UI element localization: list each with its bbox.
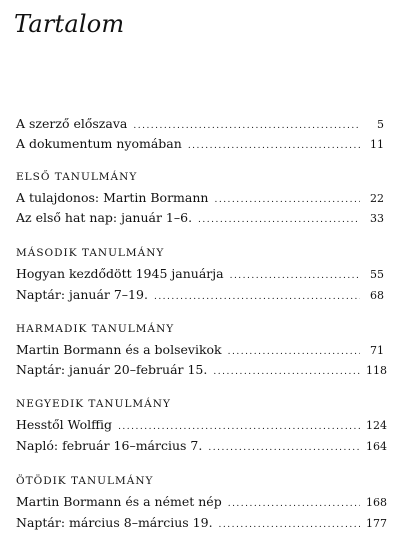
toc-entry-label: A tulajdonos: Martin Bormann [16, 190, 209, 205]
dot-leader [228, 499, 360, 509]
dot-leader [228, 347, 360, 357]
toc-entry-page: 5 [377, 118, 384, 131]
dot-leader [208, 443, 360, 453]
toc-entry [16, 494, 387, 510]
toc-entry-label: Martin Bormann és a bolsevikok [16, 342, 222, 357]
toc-entry-page: 118 [366, 364, 387, 377]
toc-entry-label: Hesstől Wolffig [16, 417, 113, 432]
toc-entry-label: Martin Bormann és a német nép [16, 494, 222, 509]
toc-entry [16, 438, 387, 454]
toc-entry-page: 168 [366, 496, 387, 509]
section-heading-5: ÖTÖDIK TANULMÁNY [16, 475, 154, 487]
toc-entry-page: 22 [370, 192, 384, 205]
dot-leader [118, 422, 360, 432]
page-title: Tartalom [14, 10, 125, 38]
toc-entry-label: A szerző előszava [16, 116, 128, 131]
toc-entry-label: A dokumentum nyomában [16, 136, 182, 151]
toc-entry [16, 515, 387, 531]
toc-entry [16, 342, 384, 358]
dot-leader [133, 121, 360, 131]
section-heading-4: NEGYEDIK TANULMÁNY [16, 398, 171, 410]
toc-entry-page: 68 [370, 289, 384, 302]
toc-entry [16, 362, 387, 378]
toc-entry-page: 177 [366, 517, 387, 530]
toc-entry-label: Az első hat nap: január 1–6. [16, 210, 193, 225]
toc-entry-label: Napló: február 16–március 7. [16, 438, 203, 453]
dot-leader [213, 367, 360, 377]
toc-entry [16, 210, 384, 226]
toc-entry-page: 55 [370, 268, 384, 281]
section-heading-1: ELSŐ TANULMÁNY [16, 171, 138, 183]
toc-entry-page: 11 [370, 138, 384, 151]
toc-entry-document [16, 136, 384, 152]
toc-entry [16, 266, 384, 282]
section-heading-3: HARMADIK TANULMÁNY [16, 323, 175, 335]
toc-entry [16, 190, 384, 206]
section-heading-2: MÁSODIK TANULMÁNY [16, 247, 165, 259]
dot-leader [214, 195, 360, 205]
toc-entry [16, 287, 384, 303]
dot-leader [154, 292, 360, 302]
toc-entry-label: Naptár: január 7–19. [16, 287, 148, 302]
toc-entry-page: 124 [366, 419, 387, 432]
toc-entry-page: 71 [370, 344, 384, 357]
toc-entry [16, 417, 387, 433]
toc-entry-label: Naptár: január 20–február 15. [16, 362, 208, 377]
toc-entry-label: Naptár: március 8–március 19. [16, 515, 213, 530]
dot-leader [230, 271, 360, 281]
dot-leader [188, 141, 360, 151]
toc-entry-page: 164 [366, 440, 387, 453]
toc-entry-label: Hogyan kezdődött 1945 januárja [16, 266, 224, 281]
toc-entry-page: 33 [370, 212, 384, 225]
toc-entry-preface [16, 116, 384, 132]
dot-leader [198, 215, 360, 225]
dot-leader [219, 520, 360, 530]
